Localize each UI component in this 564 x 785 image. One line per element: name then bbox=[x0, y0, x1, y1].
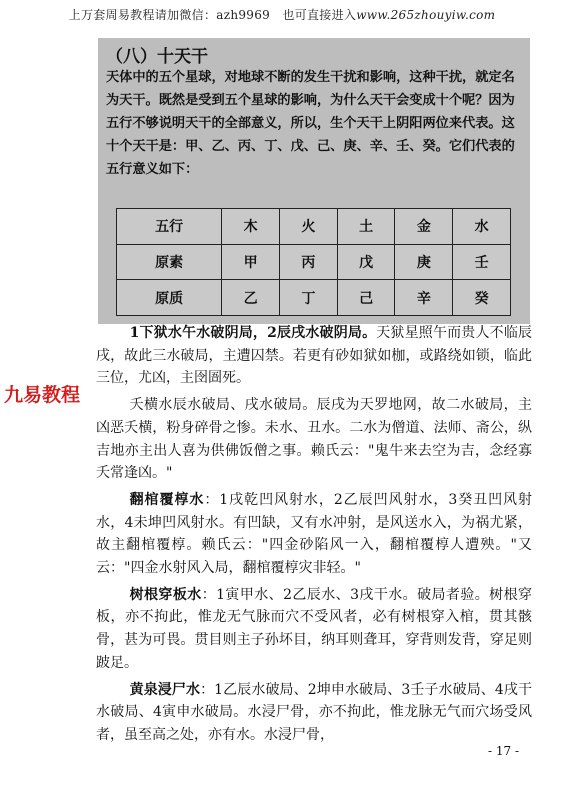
paragraph-heading: 1下狱水午水破阴局，2辰戌水破阴局。 bbox=[129, 325, 377, 341]
table-cell: 金 bbox=[395, 209, 453, 245]
paragraph-text: 夭横水辰水破局、戌水破局。辰戌为天罗地网，故二水破局，主凶恶夭横，粉身碎骨之惨。未水、丑水。二水为僧道、法师、斋公，纵吉地亦主出人喜为供佛饭僧之事。赖氏云："鬼牛来去空为吉，念经寡夭常逢凶。" bbox=[96, 397, 532, 482]
header-text: 上万套周易教程请加微信：azh9969 也可直接进入 bbox=[68, 8, 357, 22]
paragraph bbox=[96, 679, 532, 747]
paragraph bbox=[96, 394, 532, 485]
table-cell: 原素 bbox=[117, 244, 222, 280]
paragraph-text: ：1戌乾凹风射水，2乙辰凹风射水，3癸丑凹风射水，4未坤凹风射水。有凹缺，又有水冲射，是风送水入，为祸尤紧，故主翻棺覆椁。赖氏云："四金砂陷风一入，翻棺覆椁人遭殃。"又云："四金水射风入局，翻棺覆椁灾非轻。" bbox=[96, 491, 532, 577]
page-header bbox=[0, 6, 564, 23]
paragraph-heading: 黄泉浸尸水 bbox=[129, 681, 201, 698]
table-cell: 甲 bbox=[222, 244, 280, 280]
header-url[interactable]: www.265zhouyiw.com bbox=[356, 8, 496, 22]
table-cell: 丁 bbox=[280, 280, 338, 316]
table-cell: 乙 bbox=[222, 280, 280, 316]
table-row bbox=[117, 280, 511, 316]
paragraph-heading: 翻棺覆椁水 bbox=[129, 491, 205, 508]
table-cell: 水 bbox=[453, 209, 511, 245]
section-title: （八）十天干 bbox=[106, 47, 208, 67]
paragraph-text: 天狱星照午而贵人不临辰戌，故此三水破局，主遭囚禁。若更有砂如狱如枷，或路绕如锁，临此三位，尤凶，主囹圄死。 bbox=[96, 325, 533, 387]
page-number: - 17 - bbox=[488, 744, 520, 758]
table-cell: 原质 bbox=[117, 280, 222, 316]
table-cell: 丙 bbox=[280, 244, 338, 280]
paragraph bbox=[96, 322, 532, 390]
scanned-section bbox=[98, 38, 530, 324]
paragraph-heading: 树根穿板水 bbox=[129, 586, 202, 603]
paragraph-text: ：1乙辰水破局、2坤申水破局、3壬子水破局、4戌干水破局、4寅申水破局。水浸尸骨，亦不拘此，惟龙脉无气而穴场受风者，虽至高之处，亦有水。水浸尸骨， bbox=[96, 681, 532, 743]
table-cell: 癸 bbox=[453, 280, 511, 316]
table-cell: 壬 bbox=[453, 244, 511, 280]
paragraph-text: ：1寅甲水、2乙辰水、3戌干水。破局者验。树根穿板，亦不拘此，惟龙无气脉而穴不受风者，必有树根穿入棺，贯其骸骨，甚为可畏。贯目则主子孙坏目，纳耳则聋耳，穿背则发背，穿足则跛足。 bbox=[96, 586, 532, 671]
table-cell: 戊 bbox=[337, 244, 395, 280]
table-row bbox=[117, 209, 511, 245]
table-cell: 庚 bbox=[395, 244, 453, 280]
table-cell: 五行 bbox=[117, 209, 222, 245]
table-cell: 土 bbox=[337, 209, 395, 245]
table-cell: 木 bbox=[222, 209, 280, 245]
watermark-logo: 九易教程 bbox=[0, 380, 84, 407]
paragraph bbox=[96, 584, 532, 675]
wuxing-table bbox=[116, 208, 511, 316]
section-paragraph: 天体中的五个星球，对地球不断的发生干扰和影响，这种干扰，就定名为天干。既然是受到五个星球的影响，为什么天干会变成十个呢？因为五行不够说明天干的全部意义，所以，生个天干上阴阳两位来代表。这十个天干是：甲、乙、丙、丁、戊、己、庚、辛、壬、癸。它们代表的五行意义如下： bbox=[106, 70, 515, 177]
table-row bbox=[117, 244, 511, 280]
table-cell: 辛 bbox=[395, 280, 453, 316]
body-text bbox=[96, 322, 532, 747]
table-cell: 己 bbox=[337, 280, 395, 316]
table-cell: 火 bbox=[280, 209, 338, 245]
paragraph bbox=[96, 489, 532, 580]
